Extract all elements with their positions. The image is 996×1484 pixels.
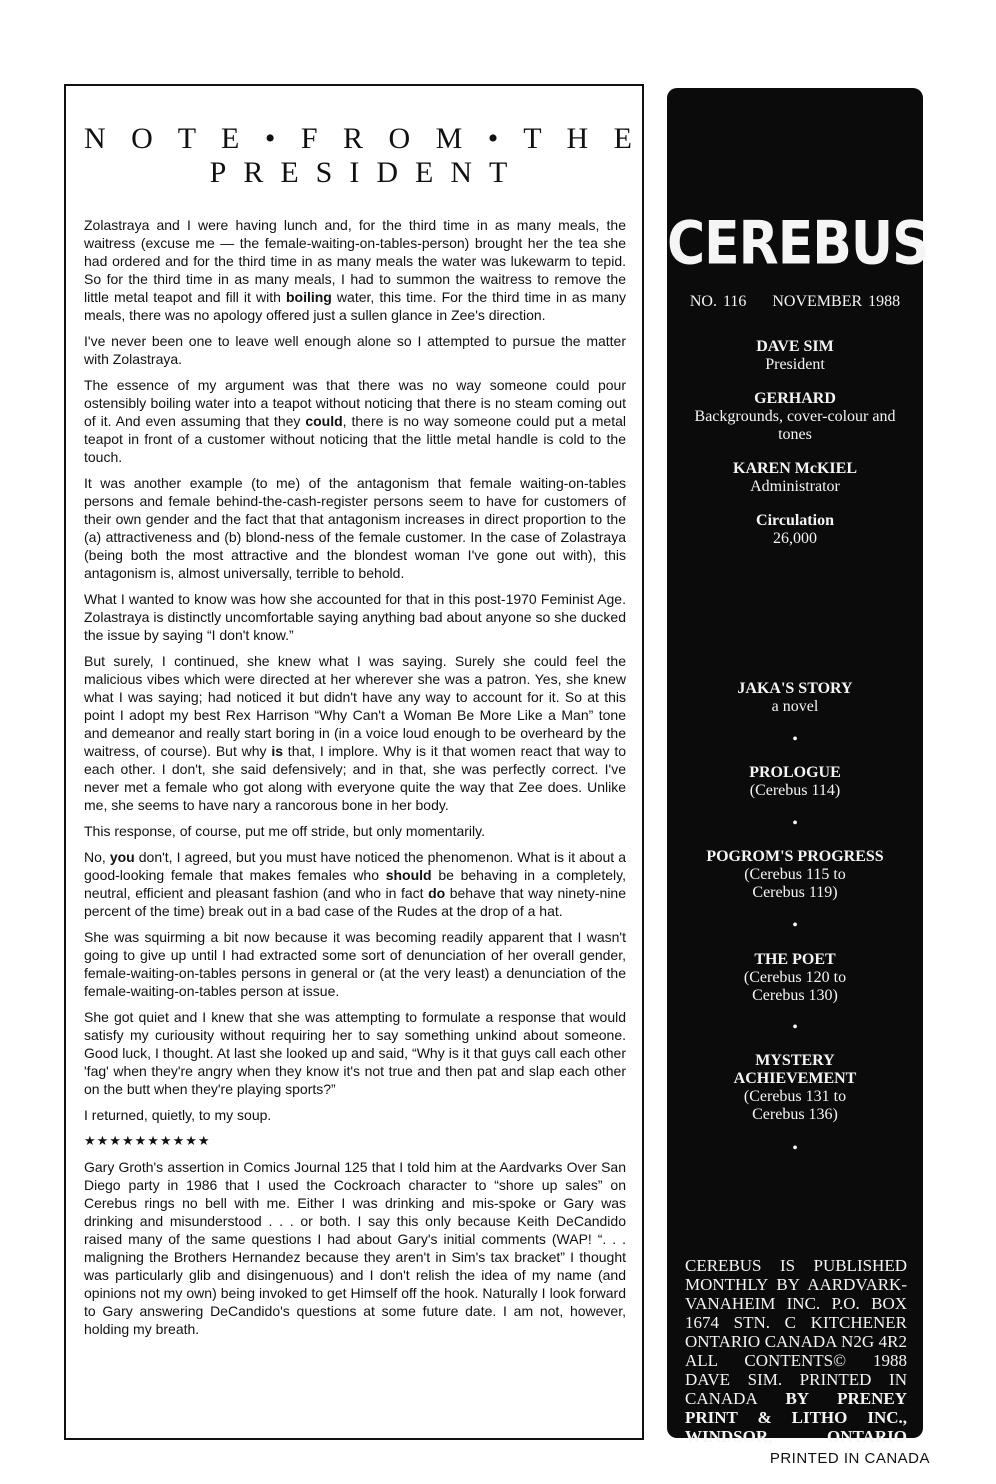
story-name: JAKA'S STORY xyxy=(737,680,853,697)
paragraph-text: But surely, I continued, she knew what I was saying. Surely she could feel the malicious vibes which were directed at her wherever she was a patron. Yes, she knew what I was saying; had noticed it but didn't have any way to account for it. So at this point I adopt my best Rex Harrison “Why Can't a Woman Be More Like a Man” tone and demeanor and really start boring in (in a voice loud enough to be overheard by the waitress, of course). But why xyxy=(84,653,626,759)
footer-printed-in-canada: PRINTED IN CANADA xyxy=(769,1450,930,1467)
paragraph-text: that, I implore. Why is it that women react that way to each other. I don't, she said defensively; and in that, she was perfectly correct. I've never met a female who got along with everyone quite the way that Zee does. Unlike me, she seems to have nary a rancorous bone in her body. xyxy=(84,743,626,813)
staff-name: GERHARD xyxy=(754,390,836,407)
bullet: • xyxy=(792,1140,798,1157)
paragraph: It was another example (to me) of the antagonism that female waiting-on-tables persons and female behind-the-cash-register persons seem to have for customers of their own gender and the fact that that antagonism increases in direct proportion to the (a) attractiveness and (b) blond-ness of the female customer. In the case of Zolastraya (being both the most attractive and the blondest woman I've gone out with), this antagonism is, almost universally, terrible to behold. xyxy=(84,475,626,581)
cerebus-logo: CEREBUS xyxy=(667,209,929,279)
emphasis: boiling xyxy=(285,289,332,305)
chapter-issues: (Cerebus 115 to Cerebus 119) xyxy=(744,866,846,901)
bullet: • xyxy=(792,731,798,748)
chapter-name: THE POET xyxy=(754,951,836,968)
paragraph: I returned, quietly, to my soup. xyxy=(84,1107,272,1123)
chapter-name: PROLOGUE xyxy=(749,764,841,781)
section-divider-stars: ★★★★★★★★★★ xyxy=(84,1133,211,1148)
circulation-label: Circulation xyxy=(756,512,834,529)
emphasis: could xyxy=(305,413,343,429)
chapter-name: MYSTERY ACHIEVEMENT xyxy=(733,1052,857,1087)
paragraph-text: , there is no way someone could put a metal teapot in front of a customer without noticing that the little metal handle is cold to the touch. xyxy=(84,413,626,465)
paragraph-text: be behaving in a completely, neutral, efficient and pleasant fashion (and who in fact xyxy=(84,867,626,901)
staff-role: Backgrounds, cover-colour and tones xyxy=(694,408,896,443)
paragraph-text: water, this time. For the third time in as many meals, there was no apology offered just a sullen glance in Zee's direction. xyxy=(84,289,627,323)
note-title-line-1: N O T E • F R O M • T H E xyxy=(84,122,632,155)
paragraph xyxy=(84,376,626,466)
staff-name: KAREN McKIEL xyxy=(733,460,857,477)
emphasis: do xyxy=(428,885,446,901)
chapter-issues: (Cerebus 114) xyxy=(749,782,841,799)
circulation xyxy=(667,512,923,548)
paragraph: This response, of course, put me off stride, but only momentarily. xyxy=(84,823,485,839)
staff-name: DAVE SIM xyxy=(756,338,834,355)
paragraph xyxy=(84,652,626,814)
note-title-line-2: PRESIDENT xyxy=(209,156,525,189)
paragraph: Gary Groth's assertion in Comics Journal 125 that I told him at the Aardvarks Over San Diego party in 1986 that I used the Cockroach character to “shore up sales” on Cerebus rings no bell with me. Either I was drinking and mis-spoke or Gary was drinking and misunderstood . . . or both. I say this only because Keith DeCandido raised many of the same questions I had about Gary's initial comments (WAP! “. . . maligning the Brothers Hernandez because they aren't in Sim's tax bracket” I thought was particularly glib and disingenuous) and I don't relish the idea of my name (and opinions not my own) being invoked to get Himself off the hook. Naturally I look forward to Gary answering DeCandido's questions at some future date. I am not, however, holding my breath. xyxy=(84,1159,626,1337)
issue-date: NOVEMBER 1988 xyxy=(772,293,901,310)
bullet: • xyxy=(792,917,798,934)
emphasis: should xyxy=(385,867,432,883)
issue-line xyxy=(667,293,923,311)
chapter-issues: (Cerebus 131 to Cerebus 136) xyxy=(743,1088,847,1123)
staff-gerhard xyxy=(667,390,923,444)
chapter-name: POGROM'S PROGRESS xyxy=(706,848,884,865)
paragraph: She was squirming a bit now because it was becoming readily apparent that I wasn't going to give up until I had extracted some sort of denunciation of her overall gender, female-waiting-on-tables persons in general or (at the very least) a denunciation of the female-waiting-on-tables person at issue. xyxy=(84,929,626,999)
staff-karen-mckiel xyxy=(667,460,923,496)
issue-number: NO. 116 xyxy=(689,293,747,310)
paragraph-text: No, xyxy=(84,849,110,865)
masthead-panel xyxy=(667,88,929,1446)
chapter-prologue xyxy=(667,764,923,800)
note-title xyxy=(84,122,632,190)
story-title xyxy=(667,680,923,716)
paragraph: What I wanted to know was how she accounted for that in this post-1970 Feminist Age. Zolastraya is distinctly uncomfortable saying anything bad about anyone so she ducked the issue by saying “I don't know.” xyxy=(84,591,626,643)
paragraph-text: The essence of my argument was that there was no way someone could pour ostensibly boiling water into a teapot without noticing that there is no steam coming out of it. And even assuming that they xyxy=(84,377,626,429)
bullet: • xyxy=(792,1019,798,1036)
emphasis: you xyxy=(109,849,135,865)
staff-role: Administrator xyxy=(750,478,840,495)
story-subtitle: a novel xyxy=(771,698,819,715)
printer-text: BY PRENEY PRINT & LITHO INC., WINDSOR, ONTARIO xyxy=(685,1389,907,1446)
chapter-pogroms-progress xyxy=(667,848,923,902)
paragraph xyxy=(84,848,626,920)
note-body xyxy=(84,216,626,1346)
chapter-mystery-achievement xyxy=(667,1052,923,1124)
paragraph: She got quiet and I knew that she was attempting to formulate a response that would satisfy my curiousity without requiring her to say something unkind about someone. Good luck, I thought. At last she looked up and said, “Why is it that guys call each other 'fag' when they're angry when they know it's not true and then pat and slap each other on the butt when they're playing sports?” xyxy=(84,1009,626,1097)
bullet: • xyxy=(792,815,798,832)
staff-dave-sim xyxy=(667,338,923,374)
publisher-text: CEREBUS IS PUBLISHED MONTHLY BY AARDVARK-VANAHEIM INC. P.O. BOX 1674 STN. C KITCHENER ONTARIO CANADA N2G 4R2 ALL CONTENTS© 1988 DAVE SIM. PRINTED IN CANADA xyxy=(685,1256,907,1408)
paragraph-text: behave that way ninety-nine percent of the time) break out in a bad case of the Rudes at the drop of a hat. xyxy=(84,885,627,919)
chapter-issues: (Cerebus 120 to Cerebus 130) xyxy=(743,969,847,1004)
publisher-note xyxy=(685,1256,907,1446)
paragraph xyxy=(84,216,626,324)
paragraph-text: Zolastraya and I were having lunch and, for the third time in as many meals, the waitress (excuse me — the female-waiting-on-tables-person) brought her the tea she had ordered and for the third time in as many meals the water was lukewarm to tepid. So for the third time in as many meals, I had to summon the waitress to remove the little metal teapot and fill it with xyxy=(84,217,626,305)
circulation-value: 26,000 xyxy=(773,530,817,547)
paragraph: I've never been one to leave well enough alone so I attempted to pursue the matter with Zolastraya. xyxy=(84,333,626,367)
emphasis: is xyxy=(271,743,284,759)
chapter-the-poet xyxy=(667,951,923,1005)
paragraph-text: don't, I agreed, but you must have noticed the phenomenon. What is it about a good-looking female that makes females who xyxy=(84,849,626,883)
staff-role: President xyxy=(765,356,825,373)
